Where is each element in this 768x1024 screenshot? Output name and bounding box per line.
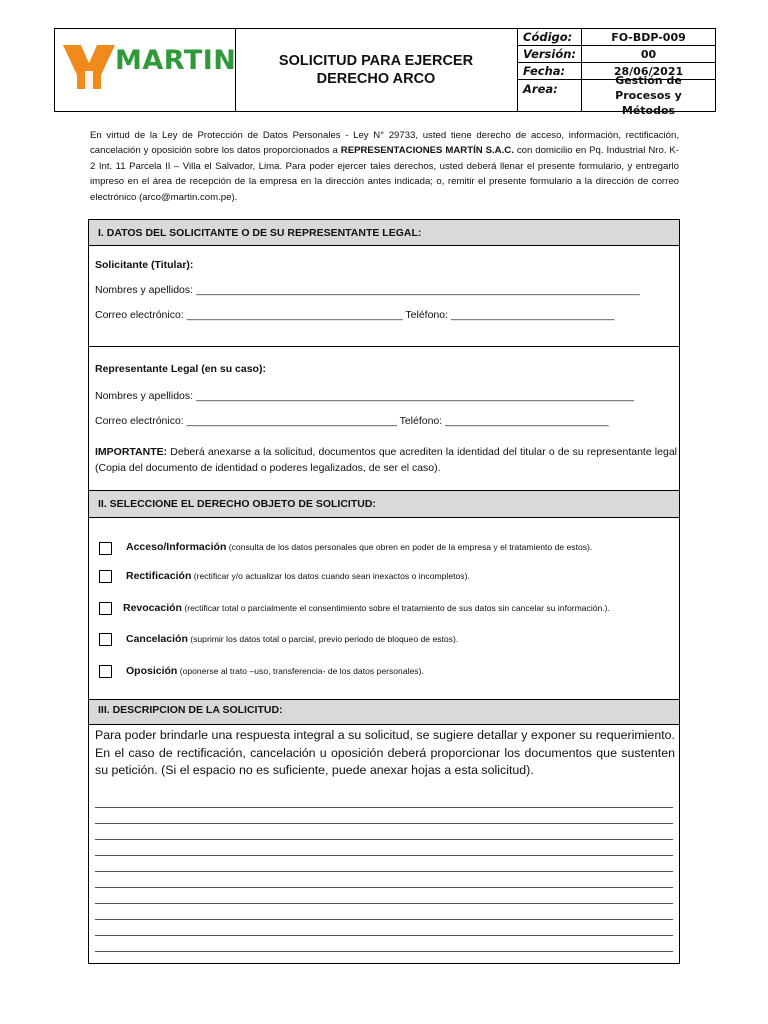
section-1-title: I. DATOS DEL SOLICITANTE O DE SU REPRESENTANTE LEGAL: xyxy=(89,220,679,246)
document-meta xyxy=(517,29,715,117)
meta-value: FO-BDP-009 xyxy=(611,30,686,44)
writing-line xyxy=(95,871,673,872)
important-text: Deberá anexarse a la solicitud, documentos que acrediten la identidad del titular o de su representante legal (Copia del documento de identidad o poderes legalizados, de ser el caso). xyxy=(95,446,677,474)
meta-row-version xyxy=(517,46,715,63)
intro-paragraph xyxy=(90,128,679,205)
meta-value: 28/06/2021 xyxy=(613,64,684,78)
option-oposicion xyxy=(126,665,424,677)
option-detail: (oponerse al trato –uso, transferencia- de los datos personales). xyxy=(177,666,424,676)
martin-logo-icon xyxy=(61,41,117,93)
meta-key: Código: xyxy=(517,29,582,45)
option-detail: (rectificar y/o actualizar los datos cuando sean inexactos o incompletos). xyxy=(191,571,470,581)
request-form xyxy=(88,219,680,964)
meta-key: Fecha: xyxy=(517,63,582,79)
writing-line xyxy=(95,839,673,840)
meta-value: 00 xyxy=(640,47,657,61)
writing-line xyxy=(95,935,673,936)
intro-text: En virtud de la Ley de Protección de Datos Personales - Ley N° 29733, usted tiene derecho de acceso, información, rectificación, cancelación y oposición sobre los datos proporcionados a xyxy=(90,130,679,157)
writing-line xyxy=(95,807,673,808)
titular-contact-field[interactable]: Correo electrónico: _____________________________________ Teléfono: ____________________________ xyxy=(95,309,615,321)
revocacion-checkbox[interactable] xyxy=(99,602,112,615)
important-note xyxy=(95,444,677,476)
writing-line xyxy=(95,903,673,904)
option-label: Rectificación xyxy=(126,570,192,582)
acceso-checkbox[interactable] xyxy=(99,542,112,555)
company-name: REPRESENTACIONES MARTÍN S.A.C. xyxy=(340,145,514,157)
option-rectificacion xyxy=(126,570,470,582)
document-title xyxy=(235,29,518,111)
important-label: IMPORTANTE: xyxy=(95,446,168,458)
section-2-title: II. SELECCIONE EL DERECHO OBJETO DE SOLICITUD: xyxy=(89,491,679,518)
description-instructions: Para poder brindarle una respuesta integral a su solicitud, se sugiere detallar y exponer su requerimiento. En el caso de rectificación, cancelación u oposición deberá proporcionar los documentos que sustenten su petición. (Si el espacio no es suficiente, puede anexar hojas a esta solicitud). xyxy=(95,728,675,778)
intro-text-end: con domicilio en Pq. Industrial Nro. K-2 Int. 11 Parcela II – Villa el Salvador, Lima. Para poder ejercer tales derechos, usted deberá llenar el presente formulario, y entregarlo impreso en el área de recepción de la empresa en la dirección antes indicada; o, remitir el presente formulario a la dirección de correo electrónico (arco@martin.com.pe). xyxy=(90,145,680,203)
meta-key: Versión: xyxy=(517,46,582,62)
logo-cell xyxy=(55,29,236,111)
rep-heading: Representante Legal (en su caso): xyxy=(95,363,266,375)
option-label: Acceso/Información xyxy=(126,541,227,553)
meta-key: Area: xyxy=(517,80,582,111)
document-header xyxy=(54,28,716,117)
section-3-title: III. DESCRIPCION DE LA SOLICITUD: xyxy=(89,700,679,725)
option-acceso xyxy=(126,541,592,553)
title-line-2: DERECHO ARCO xyxy=(316,71,436,87)
titular-heading: Solicitante (Titular): xyxy=(95,259,194,271)
meta-row-code xyxy=(517,29,715,46)
option-detail: (rectificar total o parcialmente el consentimiento sobre el tratamiento de sus datos sin cancelar su información.). xyxy=(181,603,610,613)
option-label: Cancelación xyxy=(126,633,188,645)
oposicion-checkbox[interactable] xyxy=(99,665,112,678)
rep-contact-field[interactable]: Correo electrónico: ____________________________________ Teléfono: ____________________________ xyxy=(95,415,609,427)
option-cancelacion xyxy=(126,633,458,645)
meta-row-area xyxy=(517,74,715,117)
title-line-1: SOLICITUD PARA EJERCER xyxy=(278,53,474,69)
cancelacion-checkbox[interactable] xyxy=(99,633,112,646)
writing-line xyxy=(95,887,673,888)
logo-text: MARTIN xyxy=(115,45,237,76)
rectificacion-checkbox[interactable] xyxy=(99,570,112,583)
meta-value: Gestión de Procesos y Métodos xyxy=(615,74,682,117)
titular-name-field[interactable]: Nombres y apellidos: ____________________________________________________________________________ xyxy=(95,284,640,296)
option-detail: (suprimir los datos total o parcial, previo periodo de bloqueo de estos). xyxy=(187,634,459,644)
writing-line xyxy=(95,951,673,952)
option-revocacion xyxy=(123,602,610,614)
writing-line xyxy=(95,855,673,856)
writing-line xyxy=(95,919,673,920)
writing-line xyxy=(95,823,673,824)
option-label: Oposición xyxy=(126,665,178,677)
option-detail: (consulta de los datos personales que obren en poder de la empresa y el tratamiento de estos). xyxy=(226,542,593,552)
divider xyxy=(89,346,679,347)
rep-name-field[interactable]: Nombres y apellidos: ___________________________________________________________________________ xyxy=(95,390,634,402)
option-label: Revocación xyxy=(123,602,182,614)
